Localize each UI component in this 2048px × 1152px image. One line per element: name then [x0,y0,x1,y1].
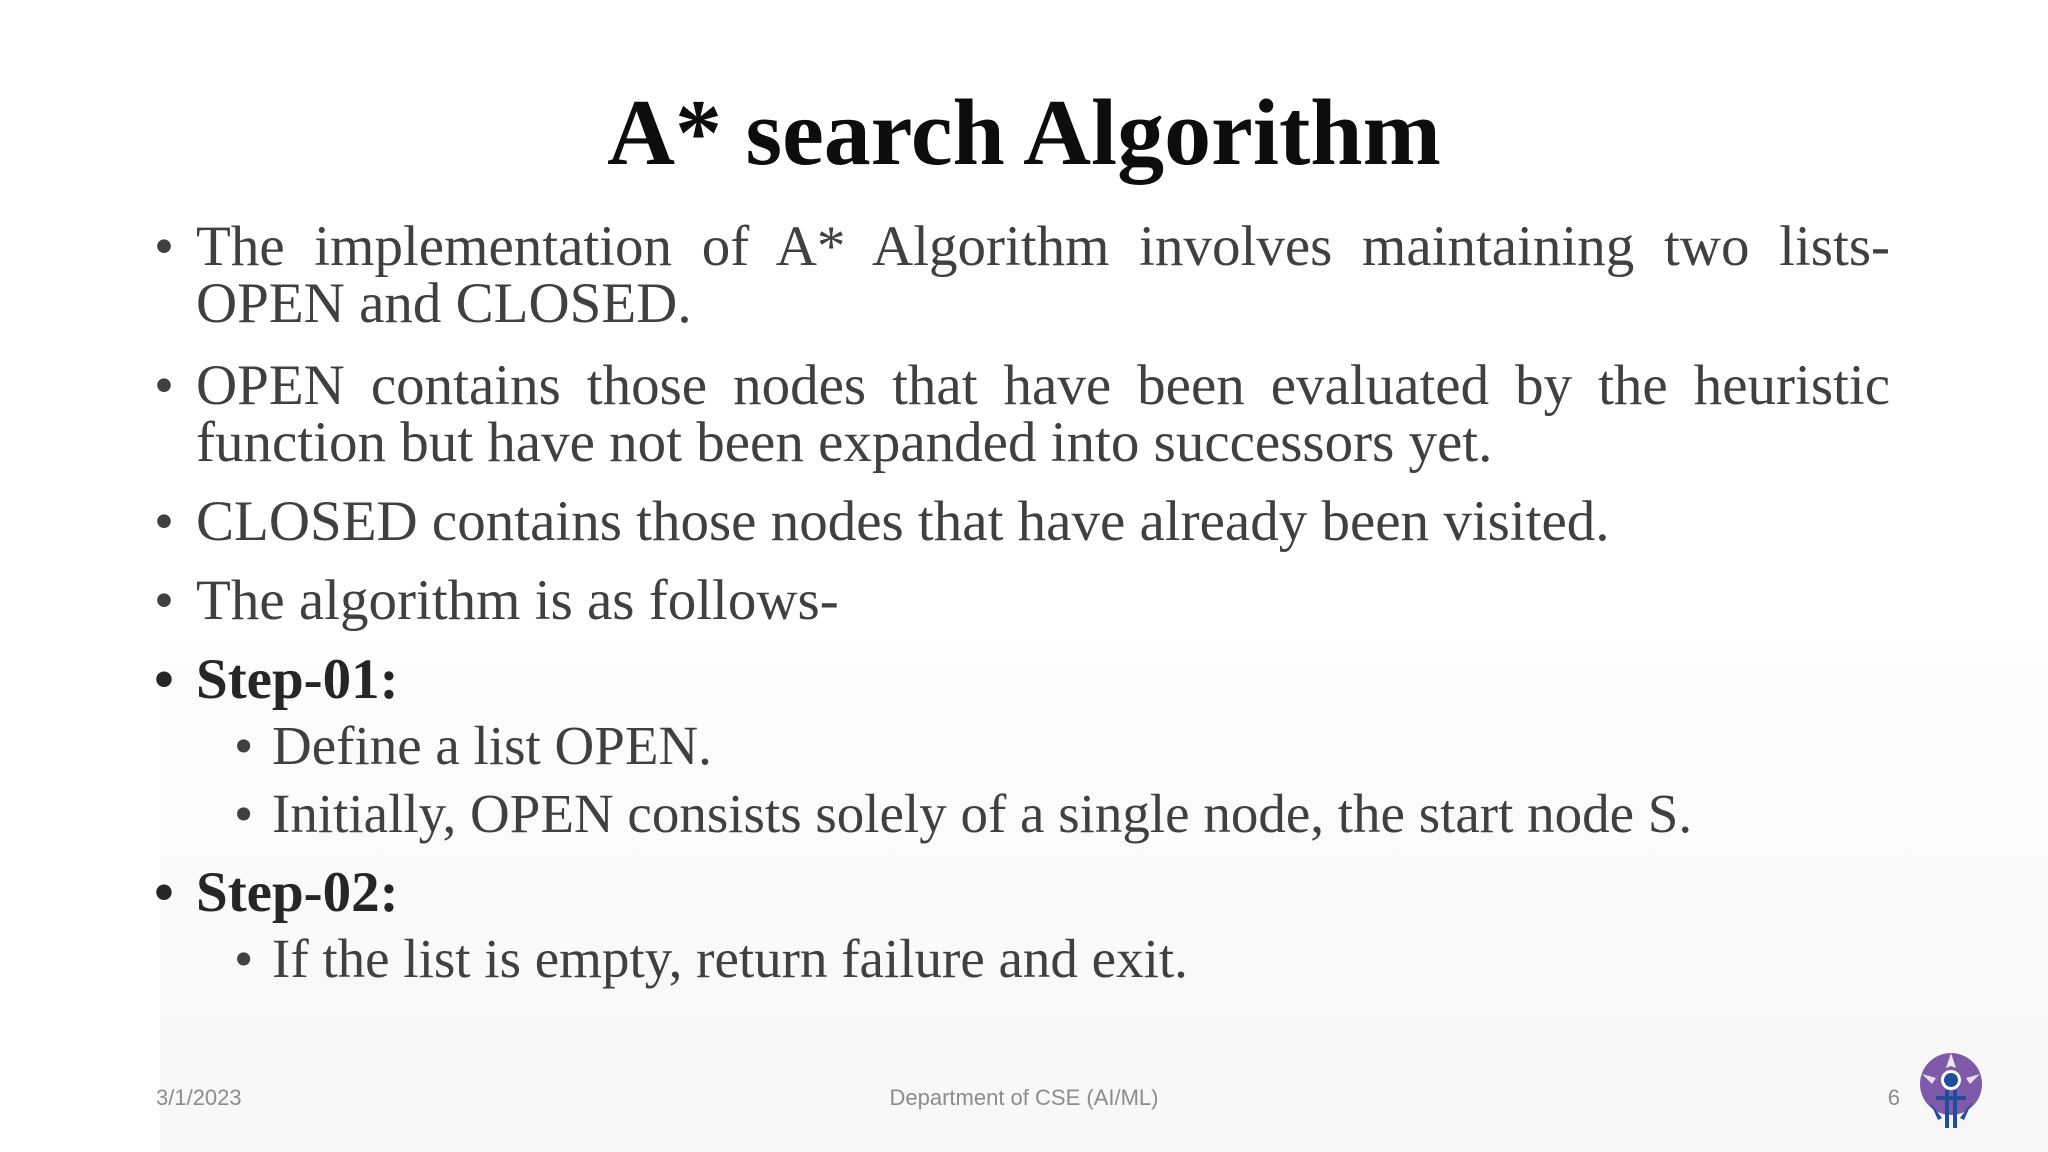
footer-page-number: 6 [1887,1085,1900,1110]
college-emblem-icon [1916,1044,1986,1130]
bullet-algorithm-intro: • The algorithm is as follows- [150,572,1890,629]
bullet-closed-list: • CLOSED contains those nodes that have already been visited. [150,493,1890,550]
footer-department: Department of CSE (AI/ML) [889,1085,1159,1110]
step-01-label: • Step-01: [150,651,1890,708]
slide-title: A* search Algorithm [607,81,1441,185]
bullet-open-list: • OPEN contains those nodes that have been evaluated by the heuristic function but have not been expanded into successors yet. [150,357,1890,471]
step-01-item-define-open: • Define a list OPEN. [150,716,1890,776]
bullet-implementation: • The implementation of A* Algorithm involves maintaining two lists- OPEN and CLOSED. [150,218,1890,332]
step-02-label: • Step-02: [150,864,1890,921]
slide-body [150,215,1890,989]
footer-date: 3/1/2023 [156,1085,242,1110]
step-02-item-empty-list: • If the list is empty, return failure and exit. [150,929,1890,989]
step-01-item-initial-open: • Initially, OPEN consists solely of a single node, the start node S. [150,784,1890,844]
